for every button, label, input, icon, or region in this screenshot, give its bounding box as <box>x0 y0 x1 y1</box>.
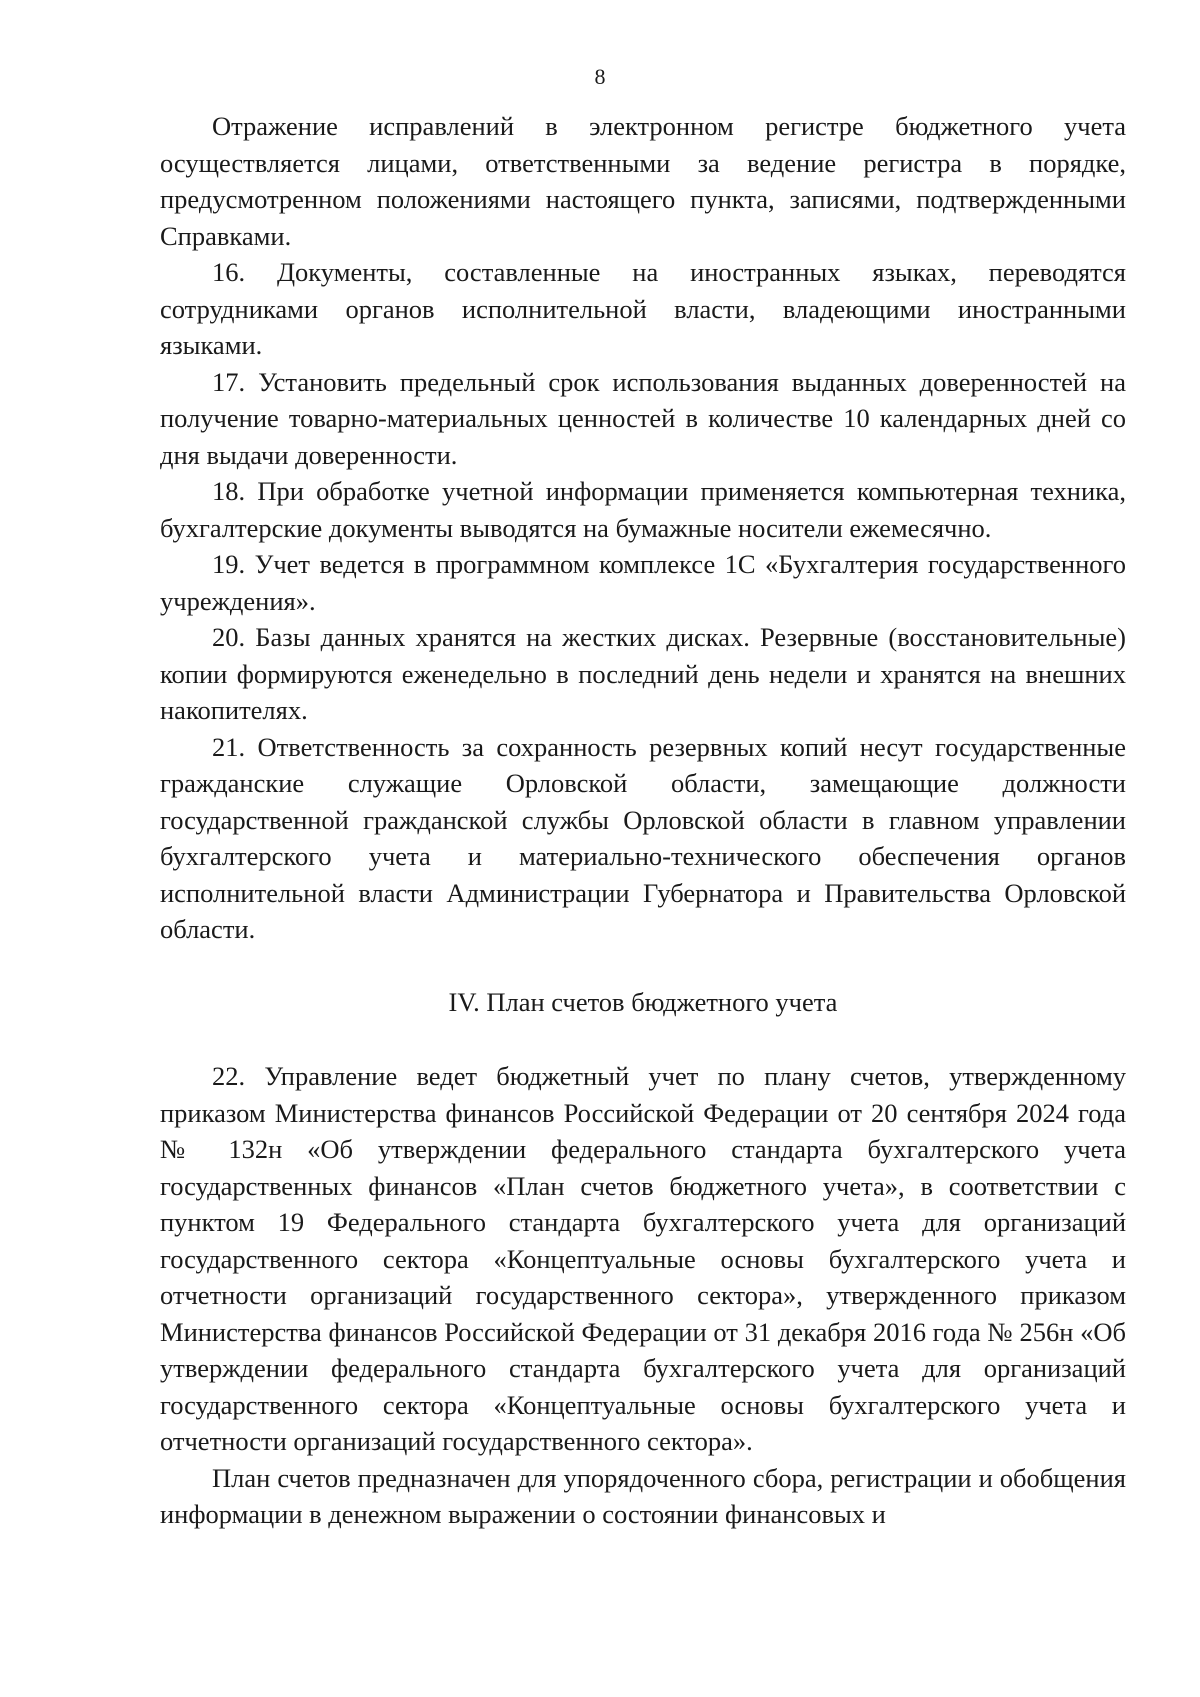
paragraph-17: 17. Установить предельный срок использования выданных доверенностей на получение товарно-материальных ценностей в количестве 10 календарных дней со дня выдачи доверенности. <box>160 366 1126 470</box>
paragraph-corrections: Отражение исправлений в электронном регистре бюджетного учета осуществляется лицами, ответственными за ведение регистра в порядке, предусмотренном положениями настоящего пункта, записями, подтвержденными Справками. <box>160 111 1126 251</box>
paragraph-19: 19. Учет ведется в программном комплексе 1С «Бухгалтерия государственного учреждения». <box>160 549 1126 616</box>
page-number: 8 <box>594 64 606 89</box>
paragraph-20: 20. Базы данных хранятся на жестких дисках. Резервные (восстановительные) копии формируются еженедельно в последний день недели и хранятся на внешних накопителях. <box>160 622 1126 725</box>
paragraph-16: 16. Документы, составленные на иностранных языках, переводятся сотрудниками органов исполнительной власти, владеющими иностранными языками. <box>160 257 1126 360</box>
paragraph-18: 18. При обработке учетной информации применяется компьютерная техника, бухгалтерские документы выводятся на бумажные носители ежемесячно. <box>160 476 1126 543</box>
paragraph-chart-of-accounts: План счетов предназначен для упорядоченного сбора, регистрации и обобщения информации в денежном выражении о состоянии финансовых и <box>160 1462 1126 1529</box>
section-heading: IV. План счетов бюджетного учета <box>448 986 838 1017</box>
paragraph-21: 21. Ответственность за сохранность резервных копий несут государственные гражданские служащие Орловской области, замещающие должности государственной гражданской службы Орловской области в главном управлении бухгалтерского учета и материально-технического обеспечения органов исполнительной власти Администрации Губернатора и Правительства Орловской области. <box>160 731 1126 944</box>
paragraph-22: 22. Управление ведет бюджетный учет по плану счетов, утвержденному приказом Министерства финансов Российской Федерации от 20 сентября 2024 года № 132н «Об утверждении федерального стандарта бухгалтерского учета государственных финансов «План счетов бюджетного учета», в соответствии с пунктом 19 Федерального стандарта бухгалтерского учета для организаций государственного сектора «Концептуальные основы бухгалтерского учета и отчетности организаций государственного сектора», утвержденного приказом Министерства финансов Российской Федерации от 31 декабря 2016 года № 256н «Об утверждении федерального стандарта бухгалтерского учета для организаций государственного сектора «Концептуальные основы бухгалтерского учета и отчетности организаций государственного сектора». <box>160 1061 1126 1456</box>
document-body <box>160 108 1126 1533</box>
